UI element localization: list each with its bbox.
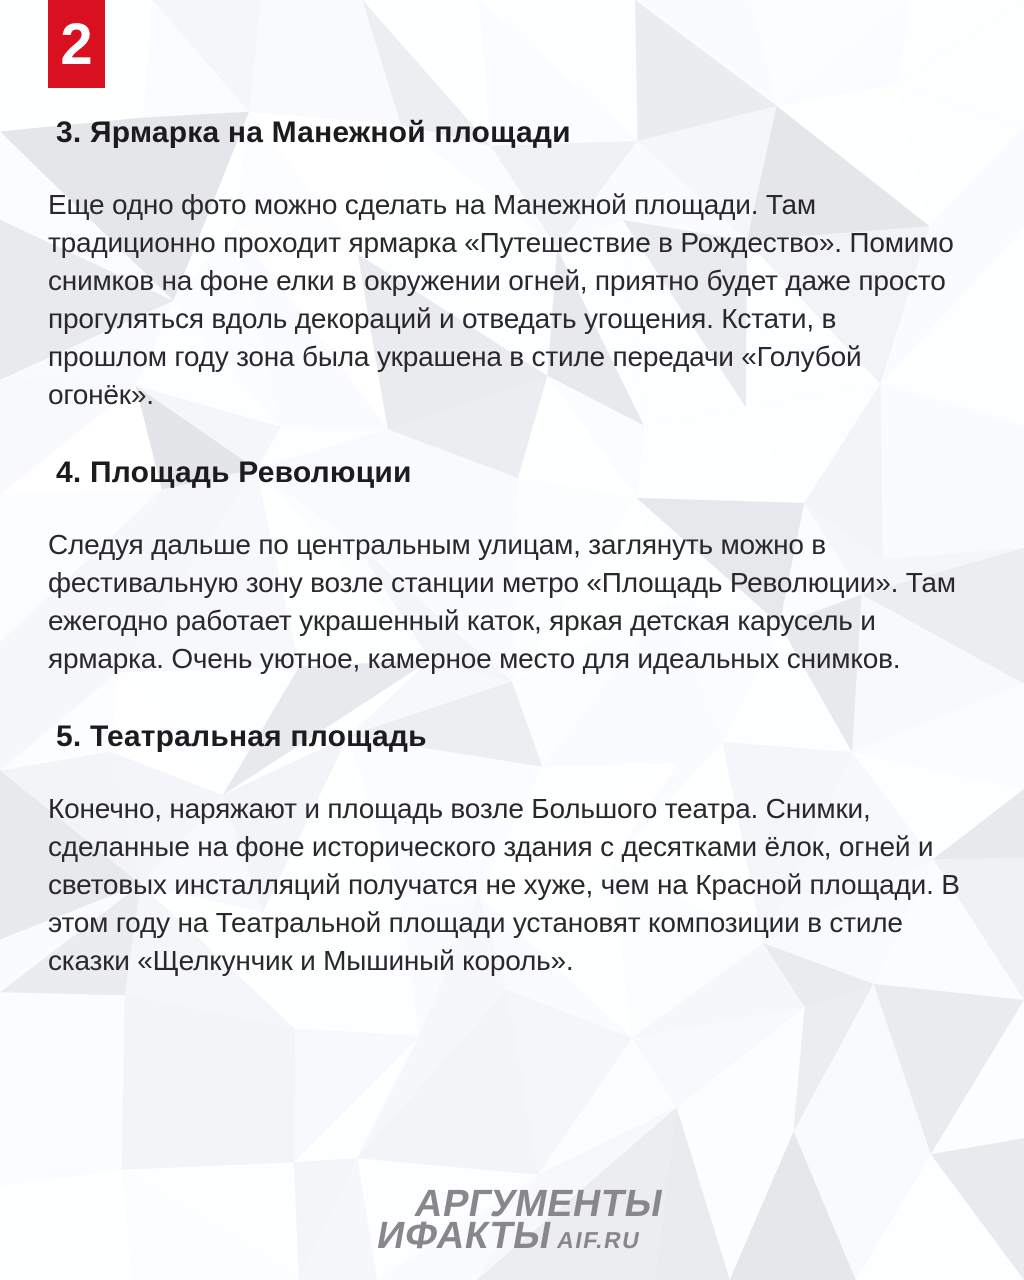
section-heading-4: 4. Площадь Революции (56, 456, 412, 489)
aif-logo (0, 1183, 1024, 1258)
section-body-5: Конечно, наряжают и площадь возле Большого театра. Снимки, сделанные на фоне исторического здания с десятками ёлок, огней и световых инсталляций получатся не хуже, чем на Красной площади. В этом году на Театральной площади установят композиции в стиле сказки «Щелкунчик и Мышиный король». (48, 793, 960, 976)
section-heading-5: 5. Театральная площадь (56, 720, 427, 753)
section-body-3: Еще одно фото можно сделать на Манежной площади. Там традиционно проходит ярмарка «Путешествие в Рождество». Помимо снимков на фоне елки в окружении огней, приятно будет даже просто прогуляться вдоль декораций и отведать угощения. Кстати, в прошлом году зона была украшена в стиле передачи «Голубой огонёк». (48, 189, 954, 410)
section-body-4: Следуя дальше по центральным улицам, заглянуть можно в фестивальную зону возле станции метро «Площадь Революции». Там ежегодно работает украшенный каток, яркая детская карусель и ярмарка. Очень уютное, камерное место для идеальных снимков. (48, 529, 956, 674)
aif-logo-url: AIF.RU (555, 1227, 643, 1254)
section-heading-3: 3. Ярмарка на Манежной площади (56, 116, 571, 149)
aif-logo-line2-row (373, 1215, 644, 1258)
aif-logo-line1: АРГУМЕНТЫ (411, 1183, 667, 1226)
aif-logo-line2: ИФАКТЫ (373, 1215, 555, 1258)
page-number-badge: 2 (48, 0, 105, 88)
